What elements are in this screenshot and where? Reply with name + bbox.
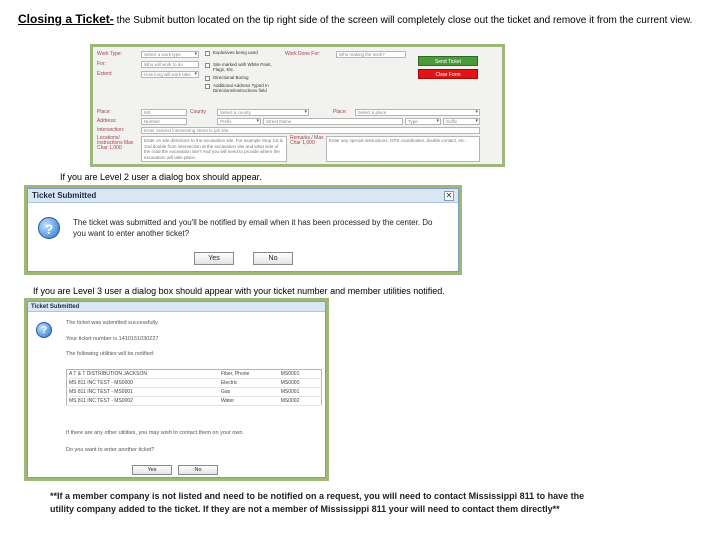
for-input[interactable]: Who will work to do	[141, 61, 199, 68]
yes-button[interactable]: Yes	[194, 252, 234, 265]
ticket-form-screenshot	[90, 44, 505, 167]
no-button[interactable]: No	[178, 465, 218, 475]
submitted-message: The ticket was submitted successfully.	[66, 320, 159, 326]
level2-dialog-screenshot	[24, 185, 462, 275]
utility-name: MS 811 INC TEST - MS0000	[67, 379, 219, 388]
utility-name: MS 811 INC TEST - MS0002	[67, 397, 219, 406]
directional-boring-label: Directional Boring	[213, 75, 249, 80]
level3-caption: If you are Level 3 user a dialog box should appear with your ticket number and member utilities notified.	[33, 286, 445, 296]
utilities-notified-label: The following utilities will be notified:	[66, 351, 155, 357]
level2-caption: If you are Level 2 user a dialog box should appear.	[60, 172, 262, 182]
remarks-textarea[interactable]: Enter any special instructions, GPS coordinates, double contact, etc.	[326, 136, 480, 162]
utility-code: MS0002	[279, 397, 322, 406]
clear-form-button[interactable]: Clear Form	[418, 69, 478, 79]
explosives-checkbox[interactable]	[205, 51, 210, 56]
place-select[interactable]: Select a place ▾	[355, 109, 480, 116]
address-prefix-select[interactable]: Prefix ▾	[217, 118, 261, 125]
yes-button[interactable]: Yes	[132, 465, 172, 475]
utility-type: Gas	[219, 388, 279, 397]
ticket-number: Your ticket number is 1410151030227	[66, 336, 159, 342]
level3-dialog-screenshot	[24, 298, 329, 481]
place-label: Place:	[97, 109, 111, 115]
intersection-input[interactable]: Enter nearest intersecting street to job site.	[141, 127, 480, 134]
send-ticket-button[interactable]: Send Ticket	[418, 56, 478, 66]
state-input[interactable]: MS	[141, 109, 187, 116]
table-row	[67, 379, 322, 388]
street-suffix-select[interactable]: Suffix ▾	[443, 118, 480, 125]
explosives-label: Explosives being used	[213, 50, 258, 55]
white-paint-label: Site marked with White Paint, Flags, Etc.	[213, 62, 272, 72]
additional-address-checkbox[interactable]	[205, 84, 210, 89]
ticket-form	[93, 47, 502, 164]
other-utilities-note: If there are any other utilities, you may wish to contact them on your own.	[66, 430, 244, 436]
work-type-label: Work Type:	[97, 51, 123, 57]
intersection-label: Intersection:	[97, 127, 125, 133]
work-done-for-label: Work Done For:	[285, 51, 321, 57]
street-type-select[interactable]: Type ▾	[405, 118, 441, 125]
ticket-submitted-details-dialog	[27, 301, 326, 478]
dialog-title: Ticket Submitted	[28, 302, 325, 312]
for-label: For:	[97, 61, 106, 67]
additional-address-label: Additional Address Typed In Directions/Instructions field	[213, 83, 269, 93]
utility-code: MS0001	[279, 388, 322, 397]
county-label: County	[190, 109, 206, 115]
white-paint-checkbox[interactable]	[205, 63, 210, 68]
utility-name: A T & T DISTRIBUTION JACKSON	[67, 370, 219, 379]
utility-code: MS0000	[279, 379, 322, 388]
table-row	[67, 370, 322, 379]
close-icon[interactable]: ✕	[445, 191, 453, 200]
work-type-select[interactable]: Select a work type ▾	[141, 51, 199, 58]
utility-name: MS 811 INC TEST - MS0001	[67, 388, 219, 397]
directions-label: Locations/ Instructions Max Char 1,000	[97, 135, 134, 151]
utility-type: Water	[219, 397, 279, 406]
table-row	[67, 388, 322, 397]
dialog-message: The ticket was submitted and you'll be notified by email when it has been processed by the center. Do you want to enter another ticket?	[73, 218, 433, 238]
member-company-note: **If a member company is not listed and need to be notified on a request, you will need to contact Mississippi 811 to have the utility company added to the ticket. If they are not a member of Mississippi 811 your will need to contact them directly**	[50, 491, 585, 514]
utility-code: MS0001	[279, 370, 322, 379]
remarks-label: Remarks / Max Char 1,000	[290, 135, 324, 146]
no-button[interactable]: No	[253, 252, 293, 265]
directional-boring-checkbox[interactable]	[205, 76, 210, 81]
instruction-heading	[18, 12, 708, 28]
heading-body: the Submit button located on the tip right side of the screen will completely close out the ticket and remove it from the current view.	[113, 15, 693, 26]
extent-label: Extent:	[97, 71, 113, 77]
place2-label: Place:	[333, 109, 347, 115]
heading-title: Closing a Ticket-	[18, 12, 114, 26]
address-number-input[interactable]: Number	[141, 118, 187, 125]
another-ticket-question: Do you want to enter another ticket?	[66, 447, 155, 453]
ticket-submitted-dialog	[27, 188, 459, 272]
directions-textarea[interactable]: Enter on site directions to the excavation site. For example Stop 1st & 2nd double from intersection at the excavation site and what side of the road the excavation site? And you will need to provide where the excavation will take place.	[141, 136, 287, 162]
question-icon: ?	[36, 322, 52, 338]
question-icon: ?	[38, 217, 60, 239]
address-label: Address:	[97, 118, 117, 124]
work-done-for-input[interactable]: Who making the work?	[336, 51, 406, 58]
extent-select[interactable]: How long will work take ▾	[141, 71, 199, 78]
utilities-table	[66, 369, 322, 406]
table-row	[67, 397, 322, 406]
utility-type: Electric	[219, 379, 279, 388]
county-select[interactable]: Select a county ▾	[217, 109, 309, 116]
dialog-title: Ticket Submitted	[28, 189, 458, 203]
utility-type: Fiber, Phone	[219, 370, 279, 379]
street-name-input[interactable]: Street Name	[263, 118, 403, 125]
